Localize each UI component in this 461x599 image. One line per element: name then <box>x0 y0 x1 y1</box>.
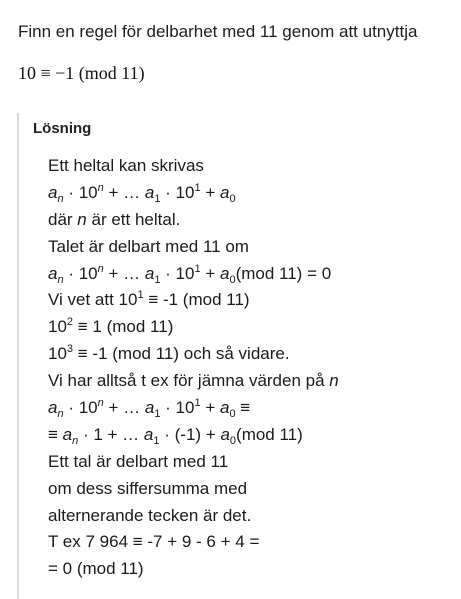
text: 10 <box>48 344 67 364</box>
subscript-1: 1 <box>153 434 160 447</box>
solution-line-10 <box>48 395 458 422</box>
var-n: n <box>77 209 87 229</box>
text: + <box>200 398 220 418</box>
text: · 10 <box>160 182 195 202</box>
var-a: a <box>62 424 73 444</box>
subscript-n: n <box>57 408 64 421</box>
solution-line-9 <box>48 368 458 395</box>
text: (mod 11) <box>236 424 303 444</box>
subscript-n: n <box>57 192 64 205</box>
superscript-1: 1 <box>137 289 144 302</box>
var-a: a <box>220 424 230 444</box>
text: ≡ 1 (mod 11) <box>73 317 174 337</box>
subscript-n: n <box>57 273 64 286</box>
solution-line-15: T ex 7 964 ≡ -7 + 9 - 6 + 4 = <box>48 532 260 552</box>
text: · 10 <box>63 398 98 418</box>
text: · 10 <box>160 263 195 283</box>
solution-line-14: alternerande tecken är det. <box>48 505 252 525</box>
text: · 10 <box>63 263 98 283</box>
solution-box <box>17 113 461 599</box>
var-a: a <box>48 263 58 283</box>
text: Vi har alltså t ex för jämna värden på <box>48 371 330 391</box>
text: 10 <box>48 317 67 337</box>
solution-line-11 <box>48 422 458 449</box>
solution-line-4: Talet är delbart med 11 om <box>48 236 249 256</box>
var-a: a <box>144 182 155 202</box>
solution-line-8 <box>48 341 458 368</box>
text: · 10 <box>160 398 195 418</box>
subscript-1: 1 <box>154 408 161 421</box>
superscript-1: 1 <box>194 262 201 275</box>
solution-line-3 <box>48 207 458 234</box>
question-text: Finn en regel för delbarhet med 11 genom att utnyttja <box>18 22 418 41</box>
text: · 1 + … <box>78 424 144 444</box>
solution-line-13: om dess siffersumma med <box>48 478 248 498</box>
superscript-n: n <box>97 181 104 194</box>
var-a: a <box>219 182 230 202</box>
subscript-0: 0 <box>229 408 236 421</box>
text: + … <box>103 263 145 283</box>
solution-line-5 <box>48 261 458 288</box>
superscript-3: 3 <box>66 343 74 356</box>
text: + <box>200 182 220 202</box>
text: · 10 <box>63 182 98 202</box>
var-a: a <box>219 263 230 283</box>
text: ≡ <box>235 398 251 418</box>
solution-line-2 <box>48 180 458 207</box>
text: Vi vet att 10 <box>48 290 138 310</box>
text: + … <box>103 182 145 202</box>
var-a: a <box>48 398 58 418</box>
solution-lines <box>48 153 458 583</box>
var-a: a <box>144 398 155 418</box>
text: där <box>48 209 78 229</box>
text: + … <box>103 398 145 418</box>
var-n: n <box>329 371 339 391</box>
subscript-0: 0 <box>229 273 236 286</box>
text: (mod 11) = 0 <box>235 263 332 283</box>
solution-title: Lösning <box>33 120 92 137</box>
solution-line-12: Ett tal är delbart med 11 <box>48 451 229 471</box>
superscript-n: n <box>97 397 104 410</box>
text: + <box>200 263 220 283</box>
text: · (-1) + <box>159 424 221 444</box>
subscript-0: 0 <box>229 192 236 205</box>
congruence-formula: 10 ≡ −1 (mod 11) <box>18 63 145 83</box>
superscript-n: n <box>97 262 104 275</box>
subscript-0: 0 <box>229 434 237 447</box>
text: är ett heltal. <box>86 209 181 229</box>
text: ≡ <box>48 424 63 444</box>
text: ≡ -1 (mod 11) <box>143 290 250 310</box>
var-a: a <box>48 182 58 202</box>
var-a: a <box>219 398 230 418</box>
var-a: a <box>143 424 154 444</box>
var-a: a <box>144 263 155 283</box>
solution-line-6 <box>48 287 458 314</box>
superscript-2: 2 <box>66 316 74 329</box>
superscript-1: 1 <box>194 397 201 410</box>
solution-line-1: Ett heltal kan skrivas <box>48 156 204 175</box>
solution-line-16: = 0 (mod 11) <box>48 559 144 579</box>
solution-line-7 <box>48 314 458 341</box>
subscript-n: n <box>72 434 79 447</box>
subscript-1: 1 <box>154 273 161 286</box>
subscript-1: 1 <box>154 192 161 205</box>
superscript-1: 1 <box>194 181 201 194</box>
text: ≡ -1 (mod 11) och så vidare. <box>73 344 290 364</box>
